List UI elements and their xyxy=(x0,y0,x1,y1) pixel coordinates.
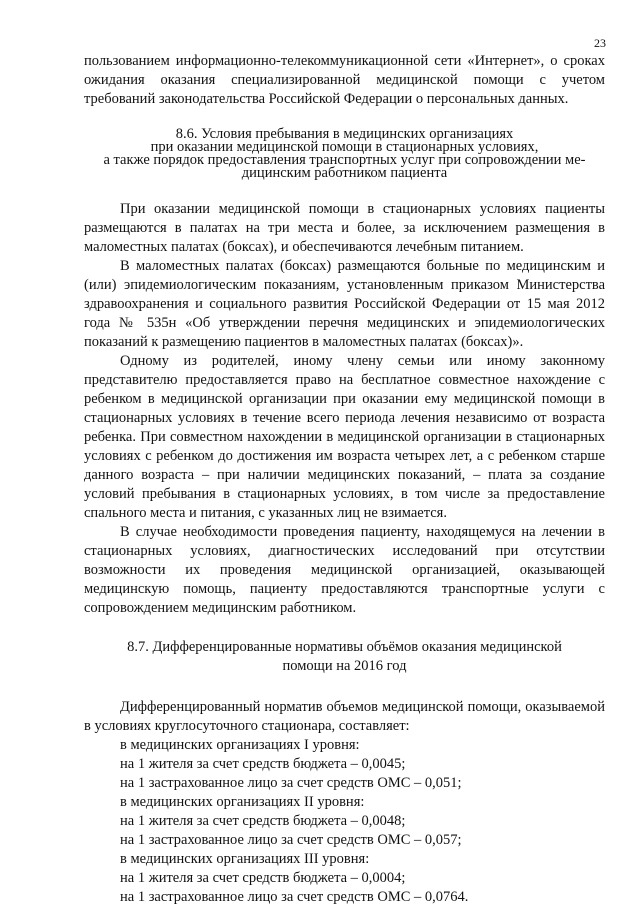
paragraph: Одному из родителей, иному члену семьи или иному законному представителю предоставляется право на бесплатное совместное нахождение с ребенком в медицинской организации при оказании ему медицинской помощи в стационарных условиях в течение всего периода лечения независимо от возраста ребенка. При совместном нахождении в медицинской организации в стационарных условиях с ребенком до достижения им возраста четырех лет, а с ребенком старше данного возраста – при наличии медицинских показаний, – плата за создание условий пребывания в стационарных условиях, в том числе за предоставление спального места и питания, с указанных лиц не взимается. xyxy=(84,353,605,521)
section-8-7-heading-line: 8.7. Дифференцированные нормативы объёмов оказания медицинской xyxy=(127,639,562,655)
paragraph: В случае необходимости проведения пациенту, находящемуся на лечении в стационарных условиях, диагностических исследований при отсутствии возможности их проведения медицинской организацией, оказывающей медицинскую помощь, пациенту предоставляются транспортные услуги с сопровождением медицинским работником. xyxy=(84,524,605,616)
section-8-6-heading-line: при оказании медицинской помощи в стационарных условиях, xyxy=(150,139,539,155)
norm-list-item: на 1 жителя за счет средств бюджета – 0,0004; xyxy=(120,870,406,886)
section-8-7-heading-line: помощи на 2016 год xyxy=(282,658,407,674)
page-number: 23 xyxy=(594,36,606,50)
section-8-6-heading-line: а также порядок предоставления транспортных услуг при сопровождении ме- xyxy=(103,152,586,168)
norm-list-item: на 1 застрахованное лицо за счет средств ОМС – 0,0764. xyxy=(120,889,469,905)
paragraph: При оказании медицинской помощи в стационарных условиях пациенты размещаются в палатах на три места и более, за исключением размещения в маломестных палатах (боксах), и обеспечиваются лечебным питанием. xyxy=(84,201,605,255)
section-8-6-heading-line: 8.6. Условия пребывания в медицинских организациях xyxy=(175,126,514,142)
norm-list-item: на 1 застрахованное лицо за счет средств ОМС – 0,057; xyxy=(120,832,462,848)
norm-list-item: на 1 жителя за счет средств бюджета – 0,0048; xyxy=(120,813,406,829)
norm-list-item: в медицинских организациях III уровня: xyxy=(120,851,370,867)
section-8-7-heading xyxy=(84,638,605,676)
section-8-7-body xyxy=(84,698,605,907)
norm-list-item: на 1 жителя за счет средств бюджета – 0,0045; xyxy=(120,756,406,772)
section-8-6-heading-line: дицинским работником пациента xyxy=(241,165,448,181)
intro-paragraph: пользованием информационно-телекоммуникационной сети «Интернет», о сроках ожидания оказания специализированной медицинской помощи с учетом требований законодательства Российской Федерации о персональных данных. xyxy=(84,53,605,107)
document-body xyxy=(84,52,605,907)
section-8-7-intro: Дифференцированный норматив объемов медицинской помощи, оказываемой в условиях круглосуточного стационара, составляет: xyxy=(84,699,605,734)
section-8-6-body xyxy=(84,200,605,618)
section-8-6-heading xyxy=(84,128,605,180)
norm-list-item: на 1 застрахованное лицо за счет средств ОМС – 0,051; xyxy=(120,775,462,791)
paragraph: В маломестных палатах (боксах) размещаются больные по медицинским и (или) эпидемиологическим показаниям, установленным приказом Министерства здравоохранения и социального развития Российской Федерации от 15 мая 2012 года № 535н «Об утверждении перечня медицинских и эпидемиологических показаний к размещению пациентов в маломестных палатах (боксах)». xyxy=(84,258,605,350)
norm-list-item: в медицинских организациях I уровня: xyxy=(120,737,360,753)
norm-list-item: в медицинских организациях II уровня: xyxy=(120,794,365,810)
